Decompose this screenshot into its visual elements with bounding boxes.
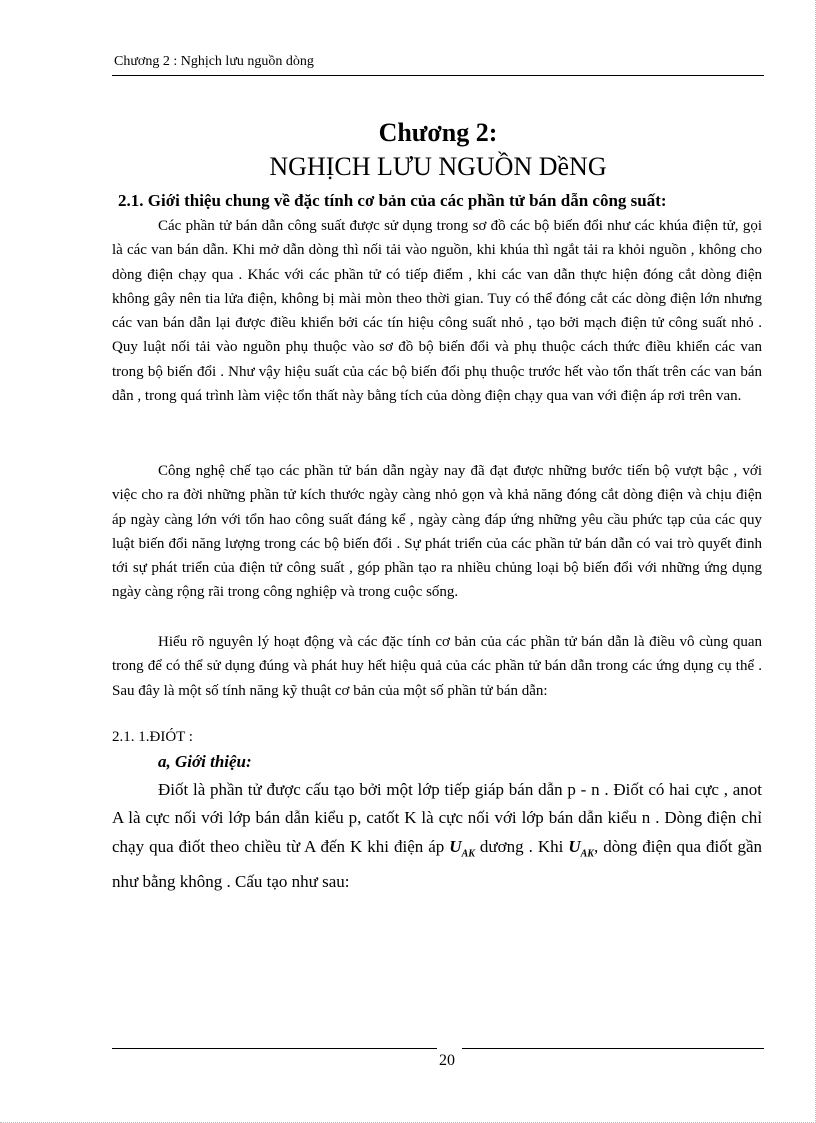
- header-rule: [112, 75, 764, 76]
- paragraph: Hiểu rõ nguyên lý hoạt động và các đặc tính cơ bản của các phần tử bán dẫn là điều vô cùng quan trong để có thể sử dụng đúng và phát huy hết hiệu quả của các phần tử bán dẫn trong các ứng dụng cụ thể . Sau đây là một số tính năng kỹ thuật cơ bản của một số phần tử bán dẫn:: [112, 634, 762, 699]
- section-heading: 2.1. Giới thiệu chung về đặc tính cơ bản của các phần tử bán dẫn công suất:: [118, 191, 667, 210]
- diode-text-1: Điốt là phần tử được cấu tạo bởi một lớp tiếp giáp bán dẫn p - n . Điốt có hai cực , anot A là cực nối với lớp bán dẫn kiểu p, catốt K là cực nối với lớp bán dẫn kiểu n . Dòng điện chỉ chạy qua điốt theo chiều từ A đến K khi điện áp: [112, 780, 762, 856]
- page-number: 20: [439, 1052, 455, 1069]
- paragraph: Các phần tử bán dẫn công suất được sử dụng trong sơ đồ các bộ biến đổi như các khúa điện tử, gọi là các van bán dẫn. Khi mở dẫn dòng thì nối tải vào nguồn, khi khúa thì ngắt tải ra khỏi nguồn , không cho dòng điện chạy qua . Khác với các phần tử có tiếp điểm , khi các van dẫn thực hiện đóng cắt dòng điện không gây nên tia lửa điện, không bị mài mòn theo thời gian. Tuy có thể đóng cắt các dòng điện lớn nhưng các van bán dẫn lại được điều khiển bởi các tín hiệu công suất nhỏ , tạo bởi mạch điện tử công suất nhỏ . Quy luật nối tải vào nguồn phụ thuộc vào sơ đồ bộ biến đổi và phụ thuộc cách thức điều khiển các van trong bộ biến đổi . Như vậy hiệu suất của các bộ biến đổi phụ thuộc trước hết vào tổn thất trên các van bán dẫn , trong quá trình làm việc tổn thất này bằng tích của dòng điện chạy qua van với điện áp rơi trên van.: [112, 218, 762, 405]
- diode-text-2: dương . Khi: [479, 836, 564, 856]
- diode-description: [112, 776, 762, 897]
- chapter-subtitle: NGHỊCH LƯU NGUỒN DềNG: [269, 152, 607, 181]
- paragraph-block-1: [112, 214, 762, 408]
- footer-rule-left: [112, 1048, 437, 1049]
- footer-rule-right: [462, 1048, 764, 1049]
- diode-text-3: , dòng điện qua điốt gần như bằng không . Cấu tạo như sau:: [112, 836, 763, 892]
- running-header: Chương 2 : Nghịch lưu nguồn dòng: [114, 54, 314, 69]
- paragraph-block-2: [112, 459, 762, 605]
- paragraph: Công nghệ chế tạo các phần tử bán dẫn ngày nay đã đạt được những bước tiến bộ vượt bậc , với việc cho ra đời những phần tử kích thước ngày càng nhỏ gọn và khả năng đóng cắt dòng điện và chịu điện áp ngày càng lớn với tổn hao công suất đáng kể , ngày càng đáp ứng những yêu cầu phức tạp của các quy luật biến đổi năng lượng trong các bộ biến đổi . Sự phát triển của các phần tử bán dẫn có vai trò quyết đinh tới sự phát triển của điện tử công suất , góp phần tạo ra nhiều chủng loại bộ biến đổi với những ứng dụng ngày càng rộng rãi trong công nghiệp và trong cuộc sống.: [112, 463, 762, 601]
- uak-symbol: $U_{AK}$: [568, 836, 594, 859]
- uak-symbol: $U_{AK}$: [449, 836, 475, 859]
- paragraph-block-3: [112, 630, 762, 703]
- subsection-part-a: a, Giới thiệu:: [158, 752, 252, 771]
- subsection-heading: 2.1. 1.ĐIÓT :: [112, 729, 193, 745]
- chapter-title: Chương 2:: [378, 118, 498, 147]
- diode-paragraph: [112, 776, 762, 897]
